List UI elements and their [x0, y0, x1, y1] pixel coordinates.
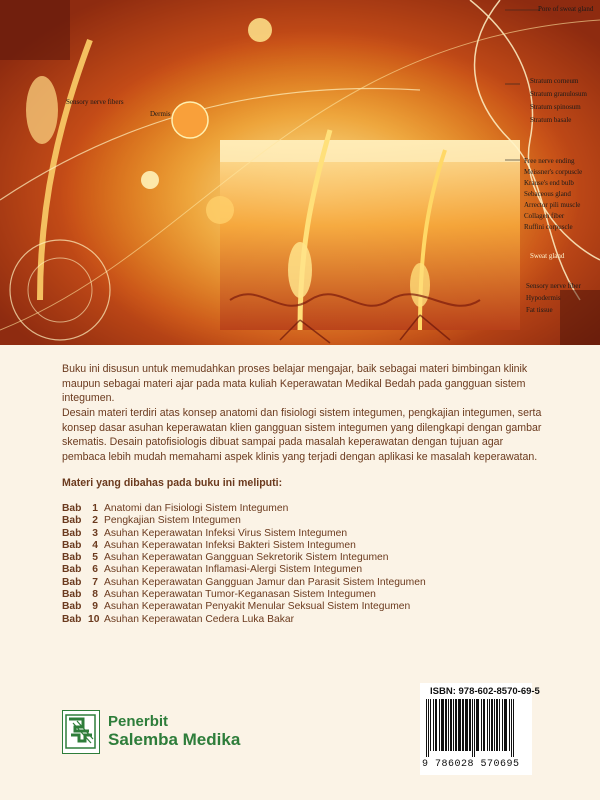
barcode-bar — [435, 699, 437, 751]
label-stratum-spinosum: Stratum spinosum — [530, 103, 581, 111]
chapter-number: 1 — [92, 503, 98, 514]
label-collagen-fiber: Collagen fiber — [524, 212, 565, 220]
barcode-bar — [511, 699, 512, 757]
chapter-row — [62, 552, 426, 564]
chapter-bab-label: Bab — [62, 613, 82, 625]
label-meissners-corpuscle: Meissner's corpuscle — [524, 168, 583, 176]
barcode-bar — [483, 699, 485, 751]
chapter-row — [62, 528, 426, 540]
barcode-bar — [453, 699, 454, 751]
chapter-bab-label: Bab — [62, 503, 82, 514]
label-dermis: Dermis — [150, 110, 171, 118]
chapter-bab-label: Bab — [62, 527, 82, 539]
barcode-bar — [465, 699, 468, 751]
barcode-bar — [430, 699, 431, 751]
label-ruffini-corpuscle: Ruffini corpuscle — [524, 223, 573, 231]
barcode-bar — [476, 699, 479, 751]
skin-anatomy-artwork — [0, 0, 600, 345]
label-sebaceous-gland: Sebaceous gland — [524, 190, 571, 198]
barcode-bar — [496, 699, 498, 751]
chapter-number: 3 — [92, 527, 98, 539]
chapter-number: 7 — [92, 576, 98, 588]
publisher-name: Salemba Medika — [108, 730, 241, 749]
chapter-title: Anatomi dan Fisiologi Sistem Integumen — [104, 503, 289, 514]
chapter-number: 8 — [92, 589, 98, 601]
chapter-row — [62, 515, 426, 527]
barcode-bar — [504, 699, 507, 751]
label-sensory-nerve-fibers: Sensory nerve fibers — [66, 98, 124, 106]
chapter-title: Asuhan Keperawatan Gangguan Sekretorik Sistem Integumen — [104, 552, 389, 564]
label-hypodermis: Hypodermis — [526, 294, 561, 302]
salemba-medika-logo-icon — [62, 710, 100, 754]
barcode-bar — [439, 699, 440, 751]
chapter-bab-label: Bab — [62, 564, 82, 576]
barcode-bar — [499, 699, 500, 751]
publisher-block — [62, 710, 262, 754]
barcode-bar — [481, 699, 482, 751]
chapter-number: 2 — [92, 515, 98, 527]
label-stratum-granulosum: Stratum granulosum — [530, 90, 587, 98]
cover-illustration — [0, 0, 600, 345]
description-paragraph-1: Buku ini disusun untuk memudahkan proses belajar mengajar, baik sebagai materi bimbingan klinik maupun sebagai materi ajar pada mata kuliah Keperawatan Medikal Bedah pada gangguan sistem integumen. — [62, 363, 528, 404]
chapter-title: Asuhan Keperawatan Infeksi Bakteri Sistem Integumen — [104, 539, 356, 551]
label-free-nerve-ending: Free nerve ending — [524, 157, 575, 165]
chapter-title: Asuhan Keperawatan Inflamasi-Alergi Sistem Integumen — [104, 564, 363, 576]
chapter-title: Asuhan Keperawatan Tumor-Keganasan Sistem Integumen — [104, 589, 376, 601]
contents-heading: Materi yang dibahas pada buku ini meliputi: — [62, 477, 283, 489]
chapter-number: 5 — [92, 552, 98, 564]
barcode-bar — [448, 699, 449, 751]
chapter-row — [62, 589, 426, 601]
barcode-bar — [428, 699, 429, 757]
label-sensory-nerve-fiber: Sensory nerve fiber — [526, 282, 581, 290]
chapter-row — [62, 503, 426, 515]
label-stratum-corneum: Stratum corneum — [530, 77, 579, 85]
barcode-bar — [441, 699, 444, 751]
chapter-bab-label: Bab — [62, 576, 82, 588]
barcode-bar — [513, 699, 514, 757]
barcode-number: 9 786028 570695 — [422, 759, 520, 770]
barcode-bar — [433, 699, 434, 751]
barcode-bar — [458, 699, 461, 751]
barcode-bar — [494, 699, 495, 751]
chapter-title: Asuhan Keperawatan Gangguan Jamur dan Parasit Sistem Integumen — [104, 576, 426, 588]
description-paragraph-2: Desain materi terdiri atas konsep anatomi dan fisiologi sistem integumen, pengkajian integumen, serta konsep dasar asuhan keperawatan klien gangguan sistem integumen yang dilengkapi dengan gambar skematis. Desain patofisiologis dibuat sampai pada masalah keperawatan dengan tujuan agar pembaca lebih mudah memahami aspek klinis yang terjadi dengan aplikasi ke masalah keperawatan. — [62, 407, 542, 463]
barcode-bar — [489, 699, 490, 751]
barcode-bar — [474, 699, 475, 757]
chapter-row — [62, 540, 426, 552]
label-fat-tissue: Fat tissue — [526, 306, 553, 314]
chapter-bab-label: Bab — [62, 552, 82, 564]
chapter-title: Asuhan Keperawatan Penyakit Menular Seksual Sistem Integumen — [104, 601, 411, 613]
chapter-number: 10 — [88, 613, 100, 625]
chapter-title: Asuhan Keperawatan Infeksi Virus Sistem Integumen — [104, 527, 348, 539]
chapter-number: 6 — [92, 564, 98, 576]
label-arrector-pili-muscle: Arrector pili muscle — [524, 201, 581, 209]
chapter-bab-label: Bab — [62, 589, 82, 601]
barcode-icon — [424, 699, 528, 757]
barcode-bar — [502, 699, 503, 751]
barcode-bar — [472, 699, 473, 757]
barcode-bar — [469, 699, 471, 751]
label-stratum-basale: Stratum basale — [530, 116, 572, 124]
chapter-row — [62, 601, 426, 613]
chapter-title: Asuhan Keperawatan Cedera Luka Bakar — [104, 613, 295, 625]
chapter-bab-label: Bab — [62, 601, 82, 613]
label-krauses-end-bulb: Krause's end bulb — [524, 179, 574, 187]
isbn-label: ISBN: 978-602-8570-69-5 — [430, 686, 540, 697]
barcode-bar — [491, 699, 493, 751]
isbn-barcode-block — [420, 683, 540, 775]
barcode-bar — [462, 699, 464, 751]
chapter-number: 4 — [92, 539, 98, 551]
chapter-row — [62, 577, 426, 589]
label-pore-of-sweat-gland: Pore of sweat gland — [538, 5, 594, 13]
barcode-bar — [445, 699, 447, 751]
chapter-bab-label: Bab — [62, 515, 82, 527]
chapter-title: Pengkajian Sistem Integumen — [104, 515, 241, 527]
chapter-row — [62, 564, 426, 576]
chapter-number: 9 — [92, 601, 98, 613]
chapter-list — [62, 503, 426, 626]
chapter-row — [62, 614, 426, 626]
barcode-bar — [455, 699, 457, 751]
barcode-bar — [487, 699, 488, 751]
label-sweat-gland: Sweat gland — [530, 252, 565, 260]
chapter-bab-label: Bab — [62, 539, 82, 551]
barcode-bar — [450, 699, 452, 751]
barcode-bar — [509, 699, 510, 751]
barcode-bar — [426, 699, 427, 757]
publisher-label: Penerbit — [108, 713, 169, 730]
